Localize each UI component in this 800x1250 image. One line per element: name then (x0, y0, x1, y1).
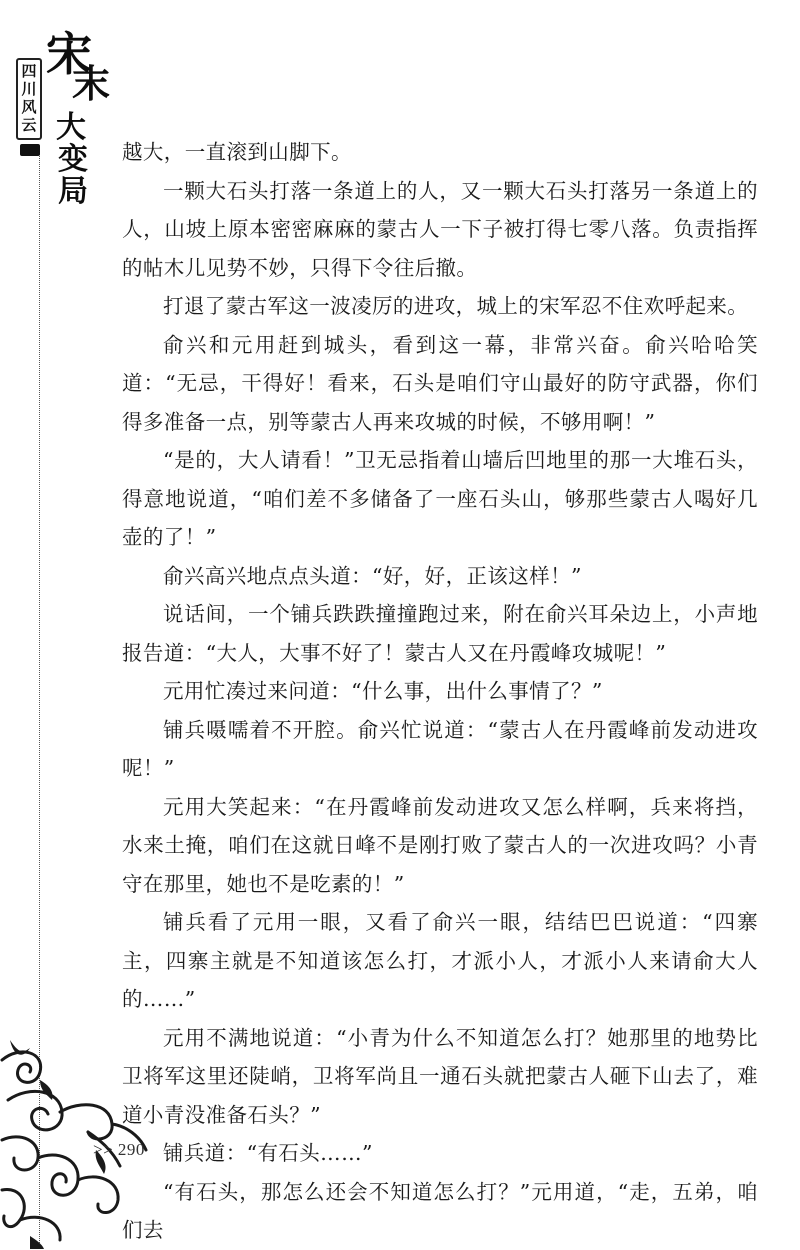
paragraph: 俞兴和元用赶到城头，看到这一幕，非常兴奋。俞兴哈哈笑道：“无忌，干得好！看来，石头是咱们守山最好的防守武器，你们得多准备一点，别等蒙古人再来攻城的时候，不够用啊！” (122, 332, 758, 434)
paragraph: 元用大笑起来：“在丹霞峰前发动进攻又怎么样啊，兵来将挡，水来土掩，咱们在这就日峰不是刚打败了蒙古人的一次进攻吗？小青守在那里，她也不是吃素的！” (122, 794, 758, 896)
paragraph: 铺兵道：“有石头……” (163, 1141, 373, 1165)
paragraph: 元用忙凑过来问道：“什么事，出什么事情了？” (163, 679, 603, 703)
paragraph: 元用不满地说道：“小青为什么不知道怎么打？她那里的地势比卫将军这里还陡峭，卫将军尚且一通石头就把蒙古人砸下山去了，难道小青没准备石头？” (122, 1025, 758, 1127)
seal-mark (20, 144, 40, 156)
body-text (122, 133, 758, 1250)
paragraph: 铺兵嗫嚅着不开腔。俞兴忙说道：“蒙古人在丹霞峰前发动进攻呢！” (122, 717, 758, 780)
paragraph: 说话间，一个铺兵跌跌撞撞跑过来，附在俞兴耳朵边上，小声地报告道：“大人，大事不好了！蒙古人又在丹霞峰攻城呢！” (122, 602, 758, 665)
book-title-char: 变局 (58, 142, 88, 209)
series-tag-char: 四 (21, 63, 37, 80)
paragraph: 一颗大石头打落一条道上的人，又一颗大石头打落另一条道上的人，山坡上原本密密麻麻的蒙古人一下子被打得七零八落。负责指挥的帖木儿见势不妙，只得下令往后撤。 (122, 178, 758, 280)
series-tag-char: 川 (21, 81, 37, 98)
paragraph: 越大，一直滚到山脚下。 (122, 140, 352, 164)
book-title-char: 宋 (46, 27, 92, 81)
series-tag (16, 58, 42, 140)
paragraph: 铺兵看了元用一眼，又看了俞兴一眼，结结巴巴说道：“四寨主，四寨主就是不知道该怎么打，才派小人，才派小人来请俞大人的……” (122, 910, 758, 1011)
series-tag-char: 风 (21, 99, 37, 116)
book-title-char: 末 (72, 61, 111, 106)
paragraph: 俞兴高兴地点点头道：“好，好，正该这样！” (163, 563, 582, 588)
page-number: >> 290 (93, 1140, 145, 1159)
book-title-char: 大 (56, 110, 86, 145)
paragraph: “是的，大人请看！”卫无忌指着山墙后凹地里的那一大堆石头，得意地说道，“咱们差不多储备了一座石头山，够那些蒙古人喝好几壶的了！” (122, 448, 758, 549)
series-tag-char: 云 (21, 117, 37, 134)
paragraph: “有石头，那怎么还会不知道怎么打？”元用道，“走，五弟，咱们去 (122, 1179, 758, 1242)
paragraph: 打退了蒙古军这一波凌厉的进攻，城上的宋军忍不住欢呼起来。 (163, 294, 749, 318)
